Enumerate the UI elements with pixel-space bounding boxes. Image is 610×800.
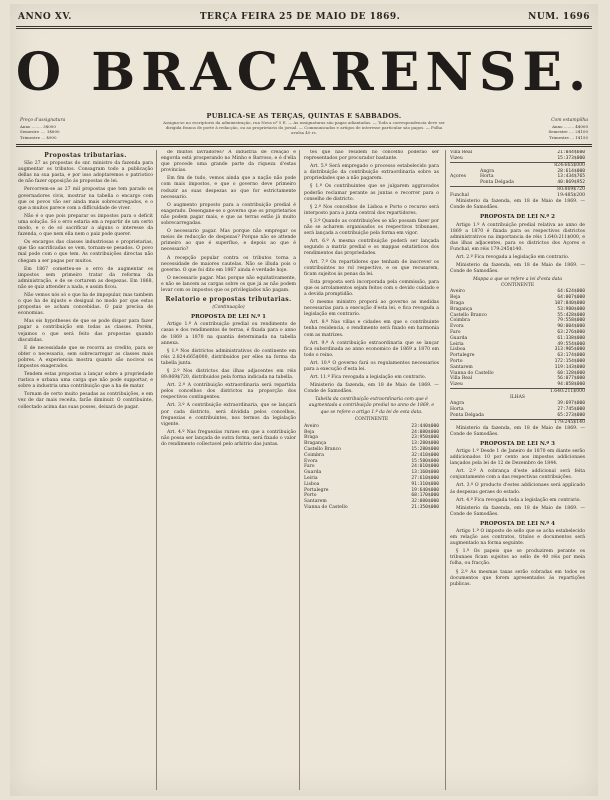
paragraph: O necessario pagar. Mas porque não empregar os meios de reducção de despezas? Porque não se attende primeiro ao que é superfluo, e depois ao que é necessario? (161, 229, 296, 253)
signature: Ministerio da fazenda, em 18 de Maio de 1869. — Conde de Samodães. (450, 263, 585, 275)
law-title: PROPOSTA DE LEI N.º 3 (480, 440, 555, 447)
row-value: 13:434$765 (557, 174, 585, 180)
row-label: Evora (450, 324, 464, 330)
row-label: Castello Branco (304, 446, 341, 452)
date-label: TERÇA FEIRA 25 DE MAIO DE 1869. (199, 12, 401, 22)
row-value: 15:373$000 (557, 155, 585, 161)
law-article: Art. 2.º Fica revogada a legislação em contrario. (456, 255, 570, 261)
right-condition-item: Semestre .... 2$100 (548, 129, 588, 134)
row-value: 64:007$000 (557, 295, 585, 301)
row-value: 79:558$000 (557, 318, 585, 324)
law-article: Artigo 1.º A contribuição predial ou rendimento de casas e dos rendimentos de terras, é fixada para o anno de 1869 a 1870 na quantia determinada na tabella annexa. (161, 322, 296, 346)
row-value: 28:614$000 (557, 168, 585, 174)
row-value: 64:624$000 (557, 289, 585, 295)
row-label: Santarem (450, 364, 473, 370)
row-label: Beja (304, 429, 315, 435)
row-label: Horta (450, 407, 464, 413)
paragraph: Art. 5.º Será empregado o processo estabelecido para a distribuição da contribuição extraordinaria sobre as propriedades que a não pagarem. (304, 164, 439, 182)
islands-total: 179:245$140 (450, 419, 585, 426)
right-conditions-title: Com estampilha (551, 118, 588, 123)
row-label: Bragança (450, 306, 473, 312)
paragraph: Percorrem-se as 27 mil propostas que tem parado os governadores civis, mostrar na tabella o encargo com que os povos vão ser ainda mais sobrecarregados, e o que a muitos parece com a difficuldade de viver. (18, 187, 153, 211)
row-label: Coimbra (304, 452, 324, 458)
row-value: 91:310$000 (411, 481, 439, 487)
row-label: Portalegre (450, 353, 475, 359)
islands-block (450, 169, 585, 186)
paragraph: § 1.º Os contribuintes que se julgarem aggravados poderão reclamar perante as juntas e recorrer para o conselho de districto. (304, 184, 439, 202)
row-value: 13:280$000 (411, 441, 439, 447)
row-label: Portalegre (304, 487, 329, 493)
law-article: Art. 4.º Nas freguezias ruraes em que a contribuição não possa ser lançada de outra forma, será fixado o valor do rendimento collectavel pelo arbitrio das juntas. (161, 429, 296, 448)
row-label: Lisboa (450, 347, 466, 353)
row-value: 15:580$000 (411, 458, 439, 464)
right-condition-item: Trimestre ... 1$150 (548, 134, 588, 140)
table-total: 1.640:211$000 (450, 388, 585, 395)
left-condition-item: Trimestre ... $900 (20, 134, 57, 140)
funchal-value: 19:485$200 (557, 193, 585, 199)
paragraph: Mas eis hypotheses de que se pode dispor para fazer pagar a contribuição em todas as classes. Porém, vejamos o que será feito das propostas quando discutidas. (18, 319, 153, 343)
row-label: Castello Branco (450, 312, 487, 318)
row-value: 63:174$000 (557, 353, 585, 359)
table-row (480, 180, 585, 186)
row-label: Santarem (304, 499, 327, 505)
subscription-note: Assigna-se no escriptorio da administração, rua Nova nº 5 E. — As assignaturas são pagas adiantadas. — Toda a correspondencia deve ser dirigida franca de porte á redacção, ou ao proprietario do jornal. — Communicados e artigos de interesse particular são pagos. — Folha avulsa 40 rs. (163, 120, 445, 135)
district-table (450, 289, 585, 388)
header-rule-bottom-2 (16, 146, 592, 147)
islands-label: Açores (450, 174, 466, 180)
row-label: Guarda (304, 470, 322, 476)
row-label: Porto (304, 493, 317, 499)
row-value: 32:410$000 (411, 452, 439, 458)
column-2 (161, 150, 296, 790)
paragraph: Em 1867 cometteu-se o erro de augmentar os impostos sem primeiro tratar da reforma da administração, e de se cortarem as despezas. Em 1868, não se quiz attender a nada, e assim ficou. (18, 266, 153, 290)
law-article: Artigo 1.º Desde 1 de Janeiro de 1870 em diante serão addicionados 10 por cento aos impostos addicionaes lançados pela lei de 12 de Dezembro de 1844. (450, 448, 585, 467)
row-value: 119:143$000 (554, 364, 585, 370)
paragraph: O augmento proposto para a contribuição predial é exagerado. Desengane-se o governo que os proprietarios não podem pagar mais, e que as terras estão já muito sobrecarregadas. (161, 202, 296, 227)
row-label: Villa Real (450, 150, 473, 155)
column-divider (445, 150, 446, 790)
law-article: § 1.º Os papeis que se produzirem perante os tribunaes ficam sujeitos ao sello de 40 réis por meia folha, ou fracção. (450, 549, 585, 567)
row-value: 172:154$000 (554, 359, 585, 365)
column-1 (18, 150, 153, 790)
paragraph: Em fim de tudo, vemos ainda que a nação não pode com mais impostos, e que o governo deve primeiro reduzir as suas despezas ao que for estrictamente necessario. (161, 176, 296, 200)
row-value: 313:905$000 (554, 347, 585, 353)
table-row (304, 505, 439, 511)
row-label: Villa Real (450, 376, 473, 382)
paragraph: São 27 as propostas do snr. ministro da fazenda para augmentar os tributos. Consagram todo a publicação dellas na sua pasta, e por isso adoptaremos o patriotico de não fazer opposição ás propostas de lei. (18, 161, 153, 185)
paragraph: O necessario pagar. Mas porque não equitativamente, e não se lancem as cargas sobre os que já as não podem levar com os impostos que os privilegiados não pagam. (161, 275, 296, 293)
column-4 (450, 150, 585, 790)
table-heading: CONTINENTE (354, 416, 389, 422)
header-rule-top (16, 26, 592, 27)
row-label: Bragança (304, 441, 327, 447)
row-value: 40:869$952 (557, 180, 585, 186)
header-info-line (18, 10, 590, 24)
law-title: PROPOSTA DE LEI N.º 2 (480, 214, 555, 221)
paragraph: Art. 8.º Nas villas e cidades em que o contribuinte tenha residencia, o rendimento será fixado em harmonia com as matrizes. (304, 320, 439, 338)
row-label: Braga (304, 435, 318, 441)
district-table-top (450, 150, 585, 162)
law-article: Art. 3.º O producto d'estes addicionaes será applicado ás despezas geraes do estado. (450, 483, 585, 495)
law-article: § 2.º As mesmas taxas serão cobradas em todos os documentos que forem apresentados ás repartições publicas. (450, 569, 585, 587)
paragraph: § 3.º Quando as contribuições se não possam fazer por não se acharem organisados os respectivos tribunaes, será lançada a contribuição pela forma em vigor. (304, 218, 439, 237)
article-subheading: (Continuação) (212, 305, 245, 311)
row-label: Braga (450, 301, 464, 307)
paragraph: § 2.º Nos concelhos de Lisboa e Porto o recurso será interposto para a junta central dos repartidores. (304, 204, 439, 216)
publication-schedule: PUBLICA-SE AS TERÇAS, QUINTAS E SABBADOS. (206, 112, 402, 120)
column-divider (156, 150, 157, 790)
header-rule-bottom (16, 144, 592, 145)
left-condition-item: Semestre .... 1$600 (20, 129, 60, 134)
law-article: Artigo 1.º A contribuição predial relativa ao anno de 1869 a 1870 é fixada para os respectivos districtos administrativos na importancia de réis 1.640:211$000, e das ilhas adjacentes, para os districtos dos Açores e Funchal, em réis 179:245$140. (450, 222, 585, 252)
row-label: Vizeu (450, 155, 463, 161)
article-heading: Relatorio e propostas tributarias. (165, 296, 292, 304)
paragraph: tes que não residem no concelho poderão ser representados por procurador bastante. (304, 150, 439, 162)
year-label: ANNO XV. (18, 12, 72, 22)
table-caption: Mappa a que se refere a lei d'esta data (472, 277, 563, 283)
article-heading: Propostas tributarias. (44, 152, 127, 159)
signature: Ministerio da fazenda, em 18 de Maio de 1869. — Conde de Samodães. (450, 505, 585, 517)
islands-heading: ILHAS (509, 395, 526, 401)
subscription-prices-right (510, 118, 588, 140)
law-title: PROPOSTA DE LEI N.º 4 (480, 520, 555, 527)
row-value: 94:058$000 (557, 382, 585, 388)
row-value: 53:980$000 (557, 306, 585, 312)
header-rule-top-2 (16, 28, 592, 29)
row-value: 68:170$000 (411, 493, 439, 499)
paragraph: Tornam de certo muito pesadas as contribuições, e em vez de dar mais receita, farão diminuir. O contribuinte, collectado acima das suas posses, deixará de pagar. (18, 392, 153, 410)
paragraph: Esta proposta será incorporada pela commissão, para que os arrolamentos sejam feitos com o devido cuidado e a devida promptidão. (304, 279, 439, 297)
newspaper-page (10, 4, 598, 796)
paragraph: O mesmo ministro proporá ao governo as medidas necessarias para a execução d'esta lei, e fica revogada a legislação em contrario. (304, 300, 439, 318)
row-value: 23:440$000 (411, 423, 439, 429)
row-value: 21:044$600 (557, 150, 585, 155)
row-label: Faro (304, 464, 315, 470)
row-value: 24:080$000 (411, 429, 439, 435)
row-label: Angra (480, 168, 495, 174)
row-value: 63:276$000 (557, 330, 585, 336)
paragraph: A recepção popular contra os tributos torna a necessidade de maiores cautelas. Não se illuda pois o governo. O que foi dito em 1867 ainda é verdade hoje. (161, 255, 296, 273)
law-article: Art. 2.º A contribuição extraordinaria será repartida pelos concelhos dos districtos na proporção dos respectivos contingentes. (161, 383, 296, 401)
paragraph: Não é o que pois preparar os impostos para o deficit uma solução. Só o erro estaria em a repartir de um certo modo, e o de só sacrificar a alguns o interesse da fazenda, o que nem ella nem o paiz pode querer. (18, 213, 153, 238)
contribution-table (304, 424, 439, 511)
law-title: PROPOSTA DE LEI N.º 1 (191, 314, 266, 321)
signature: Ministerio da fazenda, em 18 de Maio de 1869. — Conde de Samodães. (304, 383, 439, 395)
row-label: Aveiro (450, 289, 465, 295)
row-label: Guarda (450, 335, 468, 341)
row-label: Lisboa (304, 481, 320, 487)
law-article: Art. 4.º Fica revogada toda a legislação em contrario. (456, 497, 581, 503)
row-value: 13:160$000 (411, 470, 439, 476)
row-value: 19:640$000 (411, 487, 439, 493)
left-condition-item: Anno ........ 3$000 (20, 123, 56, 129)
row-label: Faro (450, 330, 461, 336)
row-value: 56:077$000 (557, 376, 585, 382)
right-condition-item: Anno ........ 4$000 (552, 123, 588, 129)
row-value: 21:350$000 (411, 504, 439, 510)
law-article: Art. 3.º A contribuição extraordinaria, que se lançará por cada districto, será dividida pelos concelhos, freguezias e contribuintes, nos termos da legislação vigente. (161, 403, 296, 427)
row-label: Evora (304, 458, 318, 464)
paragraph: Art. 7.º Os repartidores que tenham de inscrever os contribuintes no rol respectivo, e os que recusarem, ficam sujeitos ás penas da lei. (304, 259, 439, 277)
row-label: Coimbra (450, 318, 470, 324)
row-label: Vizeu (450, 382, 463, 388)
signature: Ministerio da fazenda, em 18 de Maio de 1869. — Conde de Samodães. (450, 425, 585, 437)
row-value: 65:273$000 (557, 412, 585, 418)
paragraph: Tendem estas propostas a lançar sobre a propriedade rustica e urbana uma carga que não pode supportar, e sobre a industria uma contribuição que a ha de matar. (18, 372, 153, 390)
table-heading: CONTINENTE (500, 283, 535, 289)
row-value: 55:428$000 (557, 312, 585, 318)
row-label: Vianna do Castello (450, 370, 494, 376)
row-value: 61:338$000 (557, 335, 585, 341)
issue-number: NUM. 1696 (528, 12, 590, 22)
subscription-prices-left (20, 118, 98, 140)
law-article: § 2.º Nos districtos das ilhas adjacentes em réis 89:869$720, distribuidos pela forma indicada na tabella. (161, 369, 296, 381)
row-label: Ponta Delgada (480, 180, 514, 186)
row-label: Aveiro (304, 423, 319, 429)
row-value: 23:950$000 (411, 435, 439, 441)
row-label: Ponta Delgada (450, 412, 484, 418)
row-value: 24:010$000 (411, 464, 439, 470)
paragraph: Art. 11.º Fica revogada a legislação em contrario. (310, 375, 427, 381)
row-label: Leiria (304, 475, 318, 481)
row-value: 32:080$000 (411, 499, 439, 505)
row-value: 27:745$000 (557, 407, 585, 413)
signature: Ministerio da fazenda, em 18 de Maio de 1869. — Conde de Samodães. (450, 199, 585, 211)
law-article: Artigo 1.º O imposto de sello que se acha estabelecido em relação aos contratos, titulos e documentos será augmentado na forma seguinte. (450, 529, 585, 547)
table-caption: Tabella da contribuição extraordinaria com que é augmentada a contribuição predial no anno de 1869, e que se refere o artigo 1.º da lei de esta data. (308, 397, 435, 415)
row-value: 90:004$000 (557, 324, 585, 330)
row-label: Leiria (450, 341, 464, 347)
paragraph: Os encargos das classes industriosas e proprietarias, que tão sacrificadas se vem, tornam-se pesados. O povo mal pode com o que tem. As contribuições directas não chegam a ser pagas por muitos. (18, 240, 153, 264)
row-value: 60:128$000 (557, 370, 585, 376)
row-label: Porto (450, 359, 463, 365)
row-label: Angra (450, 401, 465, 407)
paragraph: de muitos lavradores? A industria de creação e engorda está prosperando no Minho e Barroso, e é d'ella que procede uma grande parte da riqueza d'estas provincias. (161, 150, 296, 174)
column-divider (299, 150, 300, 790)
table-total: 824:665$000 (450, 162, 585, 169)
newspaper-title: O BRACARENSE. (15, 42, 593, 103)
islands-table (480, 169, 585, 186)
row-value: 15:280$000 (411, 446, 439, 452)
islands-total: 80:869$720 (450, 186, 585, 193)
row-value: 49:554$000 (557, 341, 585, 347)
law-article: § 1.º Nos districtos administrativos do continente em réis 2.824:665$000, distribuidos por elles na forma da tabella junta. (161, 348, 296, 366)
row-label: Horta (480, 174, 494, 180)
law-article: Art. 2.º A cobrança d'este addicional será feita conjuntamente com a das respectivas contribuições. (450, 469, 585, 481)
paragraph: E de necessidade que se recorra ao credito, para se obter o necessario, sem sobrecarregar as classes mais pobres. A experiencia mostra quanto são nocivos os impostos exagerados. (18, 345, 153, 369)
left-conditions-title: Preço d'assignatura (20, 118, 66, 123)
column-3 (304, 150, 439, 790)
paragraph: Não vemos nós só o que ha de impopular, mas tambem o que ha de injusto e desigual no modo por que estas propostas se acham concebidas. O paiz precisa de economias. (18, 292, 153, 317)
paragraph: Art. 10.º O governo fará os regulamentos necessarios para a execução d'esta lei. (304, 360, 439, 372)
row-label: Vianna do Castello (304, 504, 348, 510)
islands-table (450, 401, 585, 418)
row-label: Beja (450, 295, 461, 301)
paragraph: Art. 6.º A mesma contribuição poderá ser lançada segundo a matriz predial e os mappas estatisticos dos rendimentos das propriedades. (304, 239, 439, 257)
row-value: 27:610$000 (411, 475, 439, 481)
row-value: 107:840$000 (554, 301, 585, 307)
funchal-label: Funchal (450, 193, 469, 199)
paragraph: Art. 9.º A contribuição extraordinaria que se lançar fica subordinada ao anno economico de 1869 a 1870 em todo o reino. (304, 340, 439, 358)
row-value: 39:697$000 (557, 401, 585, 407)
